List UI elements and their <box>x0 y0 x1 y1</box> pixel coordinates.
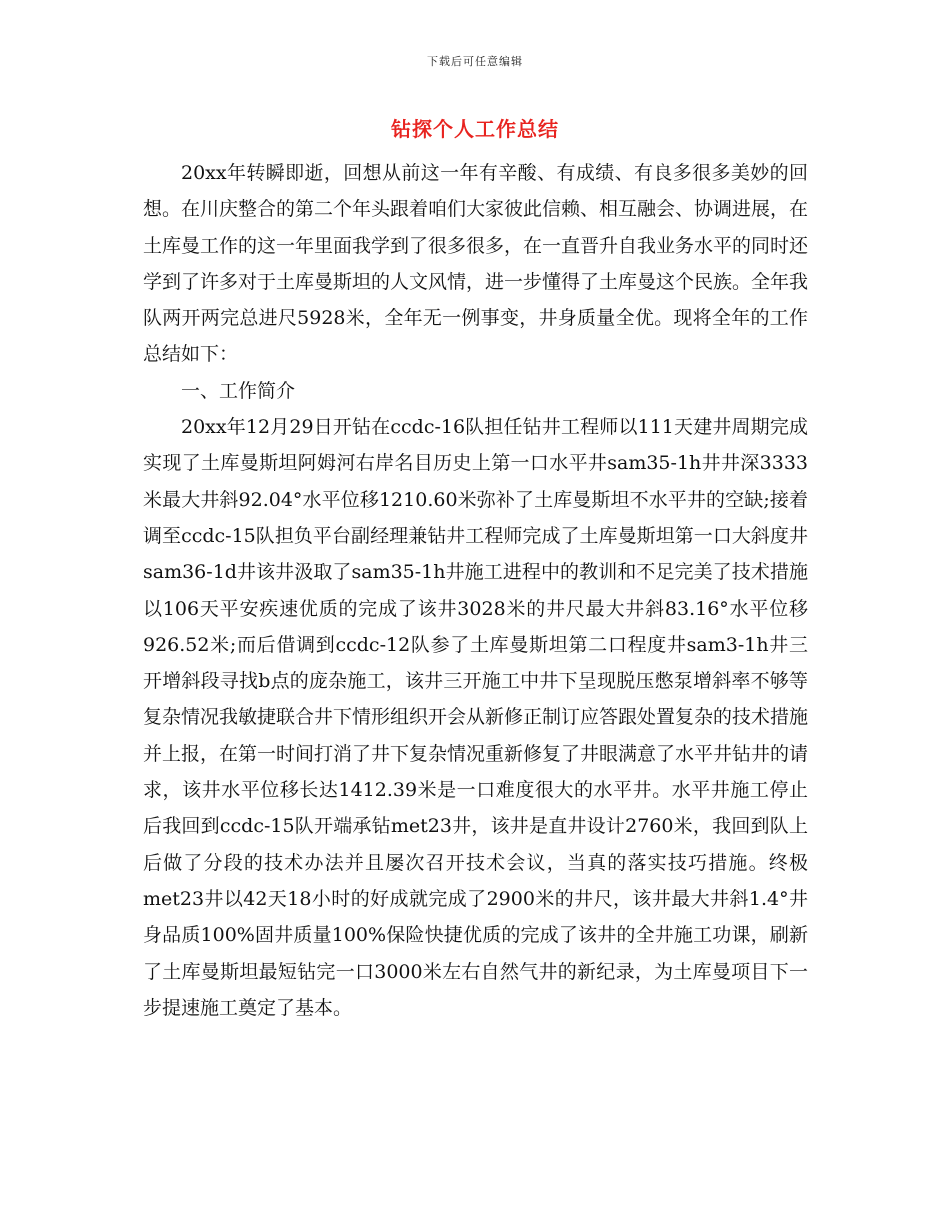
paragraph-intro: 20xx年转瞬即逝，回想从前这一年有辛酸、有成绩、有良多很多美妙的回想。在川庆整合的第二个年头跟着咱们大家彼此信赖、相互融会、协调进展，在土库曼工作的这一年里面我学到了很多很多，在一直晋升自我业务水平的同时还学到了许多对于土库曼斯坦的人文风情，进一步懂得了土库曼这个民族。全年我队两开两完总进尺5928米，全年无一例事变，井身质量全优。现将全年的工作总结如下： <box>143 162 809 366</box>
header-note: 下载后可任意编辑 <box>427 55 523 68</box>
document-body <box>143 155 808 1026</box>
document-title: 钻探个人工作总结 <box>391 117 559 141</box>
paragraph-work-details: 20xx年12月29日开钻在ccdc-16队担任钻井工程师以111天建井周期完成实现了土库曼斯坦阿姆河右岸名目历史上第一口水平井sam35-1h井井深3333米最大井斜92.04°水平位移1210.60米弥补了土库曼斯坦不水平井的空缺;接着调至ccdc-15队担负平台副经理兼钻井工程师完成了土库曼斯坦第一口大斜度井sam36-1d井该井汲取了sam35-1h井施工进程中的教训和不足完美了技术措施以106天平安疾速优质的完成了该井3028米的井尺最大井斜83.16°水平位移926.52米;而后借调到ccdc-12队参了土库曼斯坦第二口程度井sam3-1h井三开增斜段寻找b点的庞杂施工，该井三开施工中井下呈现脱压憋泵增斜率不够等复杂情况我敏捷联合井下情形组织开会从新修正制订应答跟处置复杂的技术措施并上报，在第一时间打消了井下复杂情况重新修复了井眼满意了水平井钻井的请求，该井水平位移长达1412.39米是一口难度很大的水平井。水平井施工停止后我回到ccdc-15队开端承钻met23井，该井是直井设计2760米，我回到队上后做了分段的技术办法并且屡次召开技术会议，当真的落实技巧措施。终极met23井以42天18小时的好成就完成了2900米的井尺，该井最大井斜1.4°井身品质100%固井质量100%保险快捷优质的完成了该井的全井施工功课，刷新了土库曼斯坦最短钻完一口3000米左右自然气井的新纪录，为土库曼项目下一步提速施工奠定了基本。 <box>143 416 809 1019</box>
section-heading-work-intro: 一、工作简介 <box>181 379 296 402</box>
